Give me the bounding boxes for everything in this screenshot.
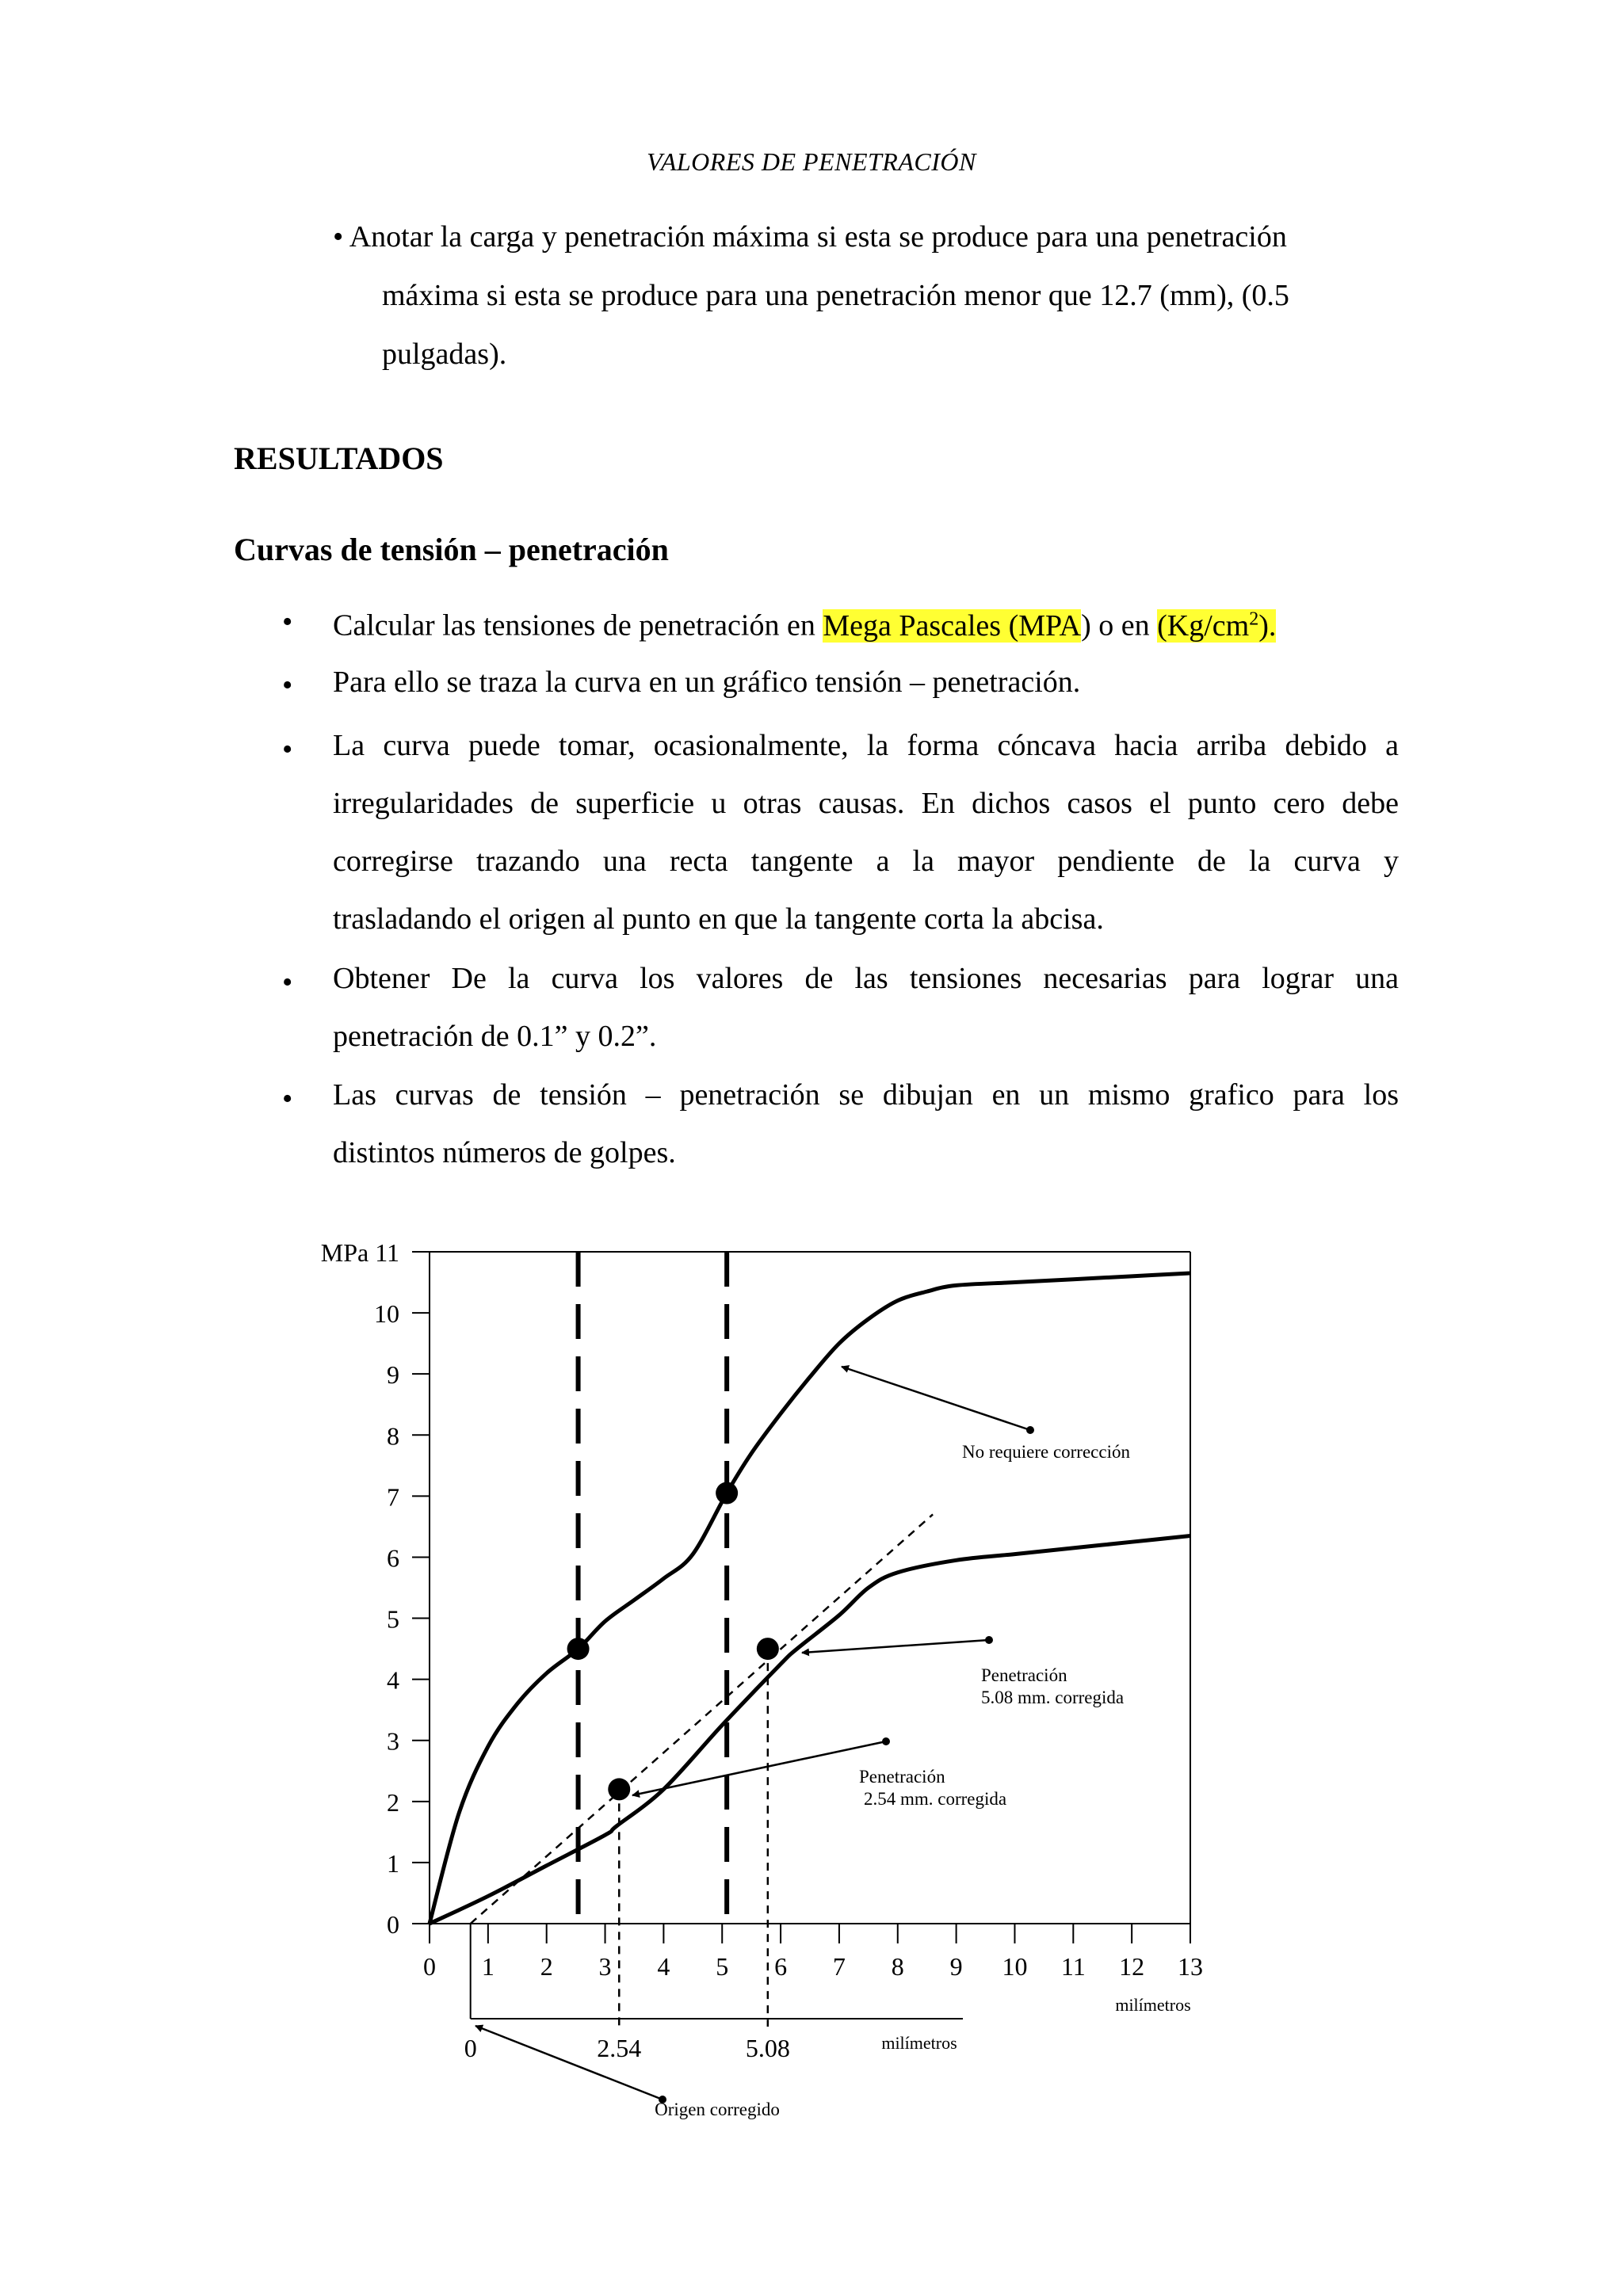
annotation-arrow [802, 1640, 989, 1653]
corrected-axis-label: milímetros [881, 2033, 957, 2053]
bullet-1: Calcular las tensiones de penetración en Mega Pascales (MPA) o en $(Kg/cm^2)$. [333, 608, 1277, 643]
marker-point [757, 1638, 779, 1660]
y-tick-label: 3 [387, 1726, 399, 1756]
x-axis-label: milímetros [1115, 1995, 1191, 2015]
x-tick-label: 8 [891, 1952, 904, 1981]
x-tick-label: 7 [832, 1952, 846, 1981]
marker-point [567, 1638, 590, 1660]
annotation-254-line2: 2.54 mm. corregida [864, 1789, 1007, 1809]
x-tick-label: 12 [1119, 1952, 1145, 1981]
bullet-3: La curva puede tomar, ocasionalmente, la forma cóncava hacia arriba debido a irregularidades de superficie u otras causas. En dichos casos el punto cero debe corregirse trazando una recta tangente a la mayor pendiente de la curva y trasladando el origen al punto en que la tangente corta la abcisa. [333, 729, 1399, 936]
running-header: VALORES DE PENETRACIÓN [647, 147, 976, 176]
annotation-508-line1: Penetración [981, 1665, 1067, 1685]
x-tick-label: 4 [657, 1952, 670, 1981]
bullet-dot: • [282, 1082, 293, 1116]
series-line-1 [430, 1273, 1190, 1924]
annotation-dot [882, 1737, 890, 1745]
corrected-tick-label: 2.54 [597, 2034, 642, 2062]
y-tick-label: 8 [387, 1421, 399, 1451]
y-tick-label: 4 [387, 1665, 399, 1695]
x-tick-label: 10 [1002, 1952, 1028, 1981]
highlight-kgcm2: $(Kg/cm^2)$. [1157, 608, 1277, 643]
bullet-4: Obtener De la curva los valores de las tensiones necesarias para lograr una penetración de 0.1” y 0.2”. [333, 962, 1399, 1053]
annotation-dot [985, 1636, 993, 1644]
y-tick-label: 10 [374, 1299, 399, 1329]
annotation-no-correction: No requiere corrección [962, 1442, 1130, 1462]
bullet-dot: • [282, 605, 293, 639]
y-tick-label: 2 [387, 1787, 399, 1817]
highlight-mpa: Mega Pascales (MPA [823, 608, 1082, 643]
y-tick-label: 9 [387, 1360, 399, 1390]
bullet-dot: • [333, 220, 344, 254]
x-tick-label: 2 [540, 1952, 553, 1981]
x-tick-label: 5 [716, 1952, 729, 1981]
bullet-2: Para ello se traza la curva en un gráfico tensión – penetración. [333, 666, 1081, 699]
corrected-tick-label: 5.08 [745, 2034, 790, 2062]
curves-heading: Curvas de tensión – penetración [234, 532, 669, 567]
y-tick-label: MPa 11 [320, 1238, 399, 1267]
intro-line-3: pulgadas). [382, 338, 507, 371]
annotation-arrow [632, 1741, 886, 1795]
intro-line-1: Anotar la carga y penetración máxima si esta se produce para una penetración [349, 220, 1287, 254]
x-tick-label: 0 [423, 1952, 436, 1981]
marker-point [608, 1778, 630, 1800]
y-tick-label: 7 [387, 1482, 399, 1512]
annotation-508-line2: 5.08 mm. corregida [981, 1688, 1125, 1707]
y-tick-label: 5 [387, 1604, 399, 1634]
marker-point [716, 1482, 738, 1505]
x-tick-label: 13 [1178, 1952, 1203, 1981]
bullet-dot: • [282, 733, 293, 766]
annotation-dot [1026, 1426, 1034, 1434]
x-tick-label: 3 [598, 1952, 612, 1981]
tangent-line [471, 1514, 933, 1924]
intro-line-2: máxima si esta se produce para una penetración menor que 12.7 (mm), (0.5 [382, 279, 1289, 312]
tension-penetration-chart [0, 1228, 1623, 2258]
bullet-5: Las curvas de tensión – penetración se dibujan en un mismo grafico para los distintos números de golpes. [333, 1078, 1399, 1169]
y-tick-label: 0 [387, 1910, 399, 1939]
bullet-dot: • [282, 966, 293, 999]
annotation-corrected-origin: Origen corregido [655, 2100, 780, 2119]
y-tick-label: 1 [387, 1848, 399, 1878]
x-tick-label: 11 [1060, 1952, 1086, 1981]
series-line-2 [430, 1535, 1190, 1924]
corrected-tick-label: 0 [464, 2034, 477, 2062]
bullet-dot: • [282, 669, 293, 702]
x-tick-label: 9 [949, 1952, 963, 1981]
x-tick-label: 1 [481, 1952, 495, 1981]
x-tick-label: 6 [774, 1952, 788, 1981]
results-heading: RESULTADOS [234, 441, 444, 476]
intro-bullet [333, 208, 1399, 383]
annotation-arrow [842, 1367, 1030, 1430]
annotation-254-line1: Penetración [859, 1767, 945, 1787]
y-tick-label: 6 [387, 1543, 399, 1573]
